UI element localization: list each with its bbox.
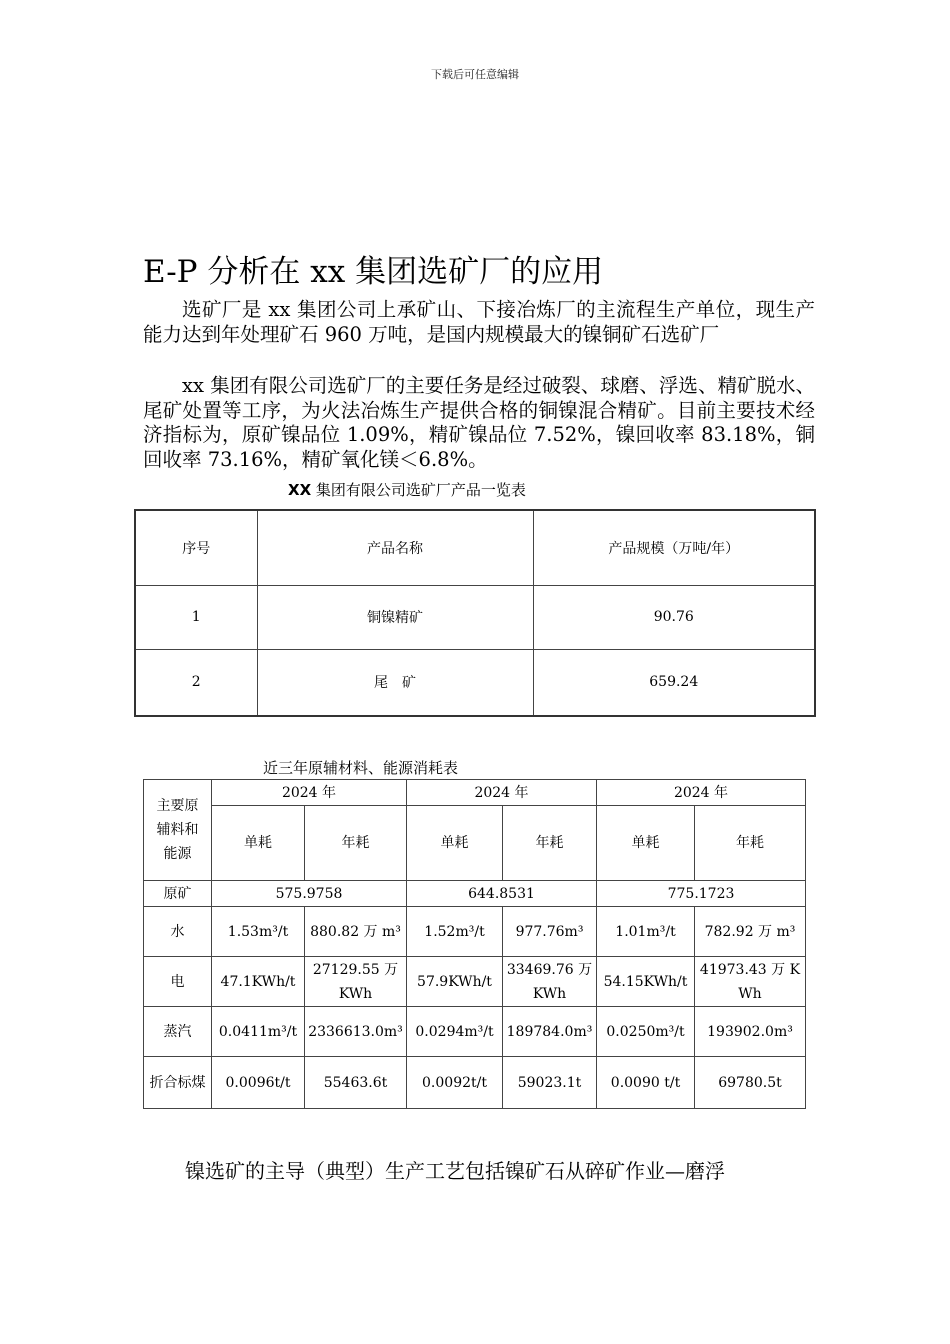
energy-table-caption: 近三年原辅材料、能源消耗表 <box>263 759 459 777</box>
table-cell: 2 <box>135 649 257 716</box>
row-label: 蒸汽 <box>144 1007 212 1057</box>
product-table-caption <box>288 479 526 500</box>
table-cell: 0.0294m³/t <box>407 1007 503 1057</box>
row-label: 电 <box>144 957 212 1007</box>
table-cell: 1.53m³/t <box>212 907 305 957</box>
table-cell: 644.8531 <box>407 881 597 907</box>
table-cell: 47.1KWh/t <box>212 957 305 1007</box>
table-cell: 1.52m³/t <box>407 907 503 957</box>
table-cell: 0.0411m³/t <box>212 1007 305 1057</box>
sub-header: 单耗 <box>597 806 695 881</box>
table-cell: 775.1723 <box>597 881 806 907</box>
document-title: E-P 分析在 xx 集团选矿厂的应用 <box>143 254 604 290</box>
table-cell: 55463.6t <box>305 1057 407 1109</box>
table-cell: 33469.76 万 KWh <box>503 957 597 1007</box>
product-table <box>134 509 816 717</box>
table-cell: 57.9KWh/t <box>407 957 503 1007</box>
table-row-ore <box>144 881 806 907</box>
table-cell: 27129.55 万 KWh <box>305 957 407 1007</box>
table-cell: 59023.1t <box>503 1057 597 1109</box>
year-header: 2024 年 <box>407 780 597 806</box>
table-header-row <box>135 510 815 585</box>
intro-paragraph-2: xx 集团有限公司选矿厂的主要任务是经过破裂、球磨、浮选、精矿脱水、尾矿处置等工序，为火法冶炼生产提供合格的铜镍混合精矿。目前主要技术经济指标为，原矿镍品位 1.09%，精矿镍品位 7.52%，镍回收率 83.18%，铜回收率 73.16%，精矿氧化镁＜6.8%。 <box>143 374 815 471</box>
year-header: 2024 年 <box>212 780 407 806</box>
table-cell: 1 <box>135 585 257 649</box>
page-header-note: 下载后可任意编辑 <box>431 68 519 81</box>
header-product-name: 产品名称 <box>257 510 533 585</box>
table-row <box>135 585 815 649</box>
sub-header: 年耗 <box>695 806 806 881</box>
table-cell: 189784.0m³ <box>503 1007 597 1057</box>
year-header-row <box>144 780 806 806</box>
table-cell: 90.76 <box>533 585 815 649</box>
row-label: 水 <box>144 907 212 957</box>
sub-header-row <box>144 806 806 881</box>
table-row-standard-coal <box>144 1057 806 1109</box>
table-cell: 575.9758 <box>212 881 407 907</box>
table-cell: 0.0096t/t <box>212 1057 305 1109</box>
table-cell: 54.15KWh/t <box>597 957 695 1007</box>
sub-header: 年耗 <box>503 806 597 881</box>
table-cell: 1.01m³/t <box>597 907 695 957</box>
table-cell: 659.24 <box>533 649 815 716</box>
intro-paragraph-1: 选矿厂是 xx 集团公司上承矿山、下接冶炼厂的主流程生产单位，现生产能力达到年处理矿石 960 万吨，是国内规模最大的镍铜矿石选矿厂 <box>143 298 815 346</box>
row-label: 原矿 <box>144 881 212 907</box>
table-cell: 977.76m³ <box>503 907 597 957</box>
table-cell: 782.92 万 m³ <box>695 907 806 957</box>
table-row <box>135 649 815 716</box>
sub-header: 单耗 <box>212 806 305 881</box>
caption-brand: XX <box>288 481 312 499</box>
row-label: 折合标煤 <box>144 1057 212 1109</box>
table-cell: 69780.5t <box>695 1057 806 1109</box>
table-cell: 0.0092t/t <box>407 1057 503 1109</box>
corner-label: 主要原辅料和能源 <box>144 780 212 881</box>
caption-text: 集团有限公司选矿厂产品一览表 <box>311 481 526 499</box>
table-cell: 880.82 万 m³ <box>305 907 407 957</box>
table-row-electricity <box>144 957 806 1007</box>
sub-header: 年耗 <box>305 806 407 881</box>
year-header: 2024 年 <box>597 780 806 806</box>
process-paragraph: 镍选矿的主导（典型）生产工艺包括镍矿石从碎矿作业—磨浮 <box>185 1159 725 1183</box>
table-cell: 193902.0m³ <box>695 1007 806 1057</box>
table-row-steam <box>144 1007 806 1057</box>
table-cell: 尾 矿 <box>257 649 533 716</box>
table-cell: 0.0250m³/t <box>597 1007 695 1057</box>
header-product-scale: 产品规模（万吨/年） <box>533 510 815 585</box>
table-cell: 铜镍精矿 <box>257 585 533 649</box>
table-cell: 0.0090 t/t <box>597 1057 695 1109</box>
energy-consumption-table <box>143 779 806 1109</box>
table-row-water <box>144 907 806 957</box>
sub-header: 单耗 <box>407 806 503 881</box>
table-cell: 2336613.0m³ <box>305 1007 407 1057</box>
header-index: 序号 <box>135 510 257 585</box>
table-cell: 41973.43 万 KWh <box>695 957 806 1007</box>
